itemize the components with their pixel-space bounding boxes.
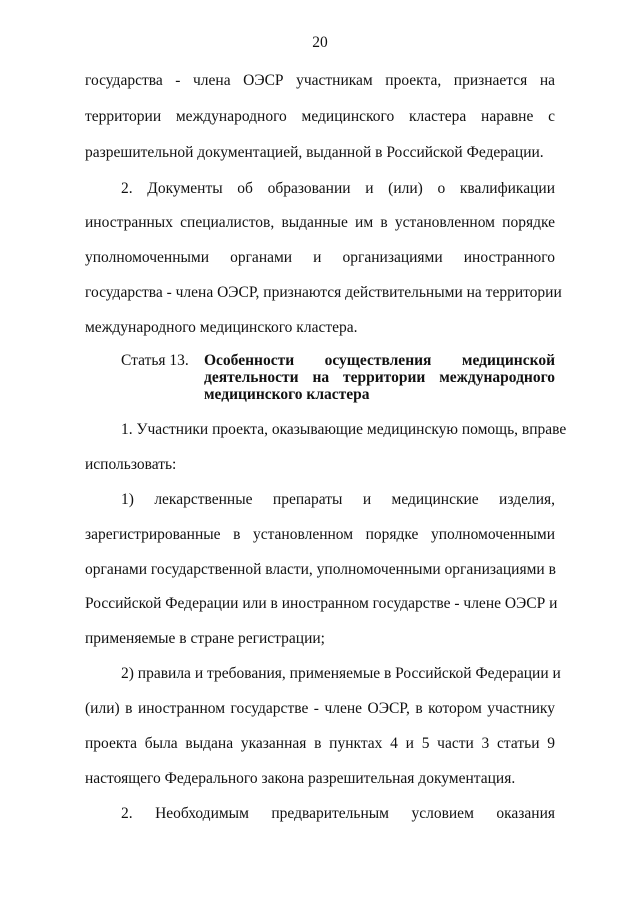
text-line: государства - члена ОЭСР участникам проекта, признается на [85, 72, 555, 89]
page-number: 20 [312, 34, 328, 51]
text-line: зарегистрированные в установленном порядке уполномоченными [85, 526, 555, 543]
text-line: 2. Необходимым предварительным условием оказания [121, 805, 555, 822]
article-title-line: деятельности на территории международного [204, 369, 555, 386]
text-line: уполномоченными органами и организациями иностранного [85, 249, 555, 266]
text-line: 1) лекарственные препараты и медицинские изделия, [121, 491, 555, 508]
text-line: территории международного медицинского кластера наравне с [85, 108, 555, 125]
text-line: международного медицинского кластера. [85, 319, 358, 336]
text-line: Российской Федерации или в иностранном государстве - члене ОЭСР и [85, 595, 558, 612]
text-line: применяемые в стране регистрации; [85, 630, 325, 647]
text-line: (или) в иностранном государстве - члене ОЭСР, в котором участнику [85, 700, 555, 717]
text-line: 2. Документы об образовании и (или) о квалификации [121, 180, 555, 197]
text-line: настоящего Федерального закона разрешительная документация. [85, 770, 516, 787]
text-line: проекта была выдана указанная в пунктах 4 и 5 части 3 статьи 9 [85, 735, 555, 752]
article-title-line: Особенности осуществления медицинской [204, 352, 555, 369]
text-line: 1. Участники проекта, оказывающие медицинскую помощь, вправе [121, 421, 567, 438]
article-title-line: медицинского кластера [204, 386, 370, 403]
text-line: разрешительной документацией, выданной в Российской Федерации. [85, 144, 544, 161]
text-line: 2) правила и требования, применяемые в Российской Федерации и [121, 665, 561, 682]
text-line: иностранных специалистов, выданные им в установленном порядке [85, 214, 555, 231]
text-line: использовать: [85, 456, 177, 473]
article-label: Статья 13. [121, 352, 189, 369]
text-line: органами государственной власти, уполномоченными организациями в [85, 561, 556, 578]
text-line: государства - члена ОЭСР, признаются действительными на территории [85, 284, 562, 301]
